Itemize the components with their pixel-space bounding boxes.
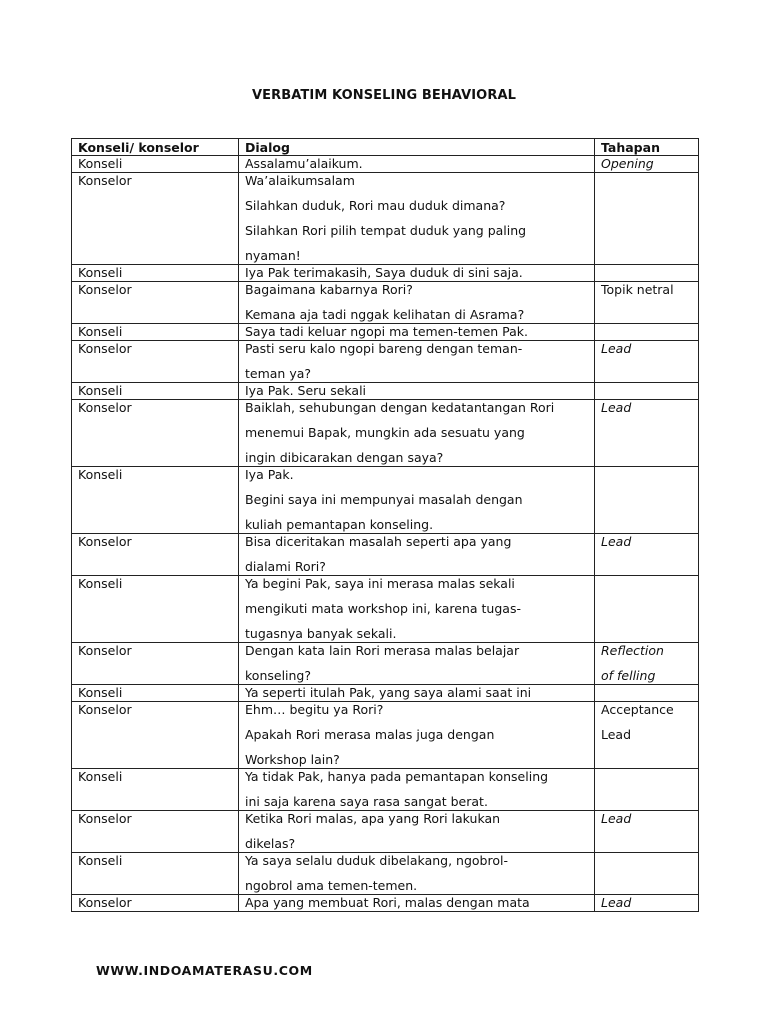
dialog-cell xyxy=(239,282,595,324)
table-row xyxy=(72,383,699,400)
speaker-cell: Konselor xyxy=(72,173,239,265)
speaker-cell: Konseli xyxy=(72,324,239,341)
table-row xyxy=(72,467,699,534)
table-row xyxy=(72,282,699,324)
document-title: VERBATIM KONSELING BEHAVIORAL xyxy=(252,88,516,103)
table-row xyxy=(72,702,699,769)
table-row xyxy=(72,853,699,895)
table-row xyxy=(72,534,699,576)
stage-label: Lead xyxy=(601,534,632,549)
speaker-cell: Konselor xyxy=(72,341,239,383)
speaker-cell: Konselor xyxy=(72,895,239,912)
dialog-line: ngobrol ama temen-temen. xyxy=(245,878,418,893)
dialog-line: ini saja karena saya rasa sangat berat. xyxy=(245,794,488,809)
stage-cell xyxy=(595,282,699,324)
stage-cell xyxy=(595,341,699,383)
speaker-cell: Konseli xyxy=(72,467,239,534)
dialog-line: Iya Pak terimakasih, Saya duduk di sini saja. xyxy=(245,265,523,280)
dialog-line: Iya Pak. Seru sekali xyxy=(245,383,367,398)
dialog-cell xyxy=(239,341,595,383)
stage-label: Lead xyxy=(601,811,632,826)
dialog-line: Ya saya selalu duduk dibelakang, ngobrol- xyxy=(245,853,508,868)
verbatim-table xyxy=(71,138,699,912)
speaker-cell: Konseli xyxy=(72,383,239,400)
dialog-line: menemui Bapak, mungkin ada sesuatu yang xyxy=(245,425,525,440)
stage-label: Lead xyxy=(601,341,632,356)
dialog-line: Baiklah, sehubungan dengan kedatantangan Rori xyxy=(245,400,555,415)
table-row xyxy=(72,173,699,265)
stage-cell xyxy=(595,400,699,467)
stage-label: Reflection xyxy=(601,643,664,658)
column-header-speaker: Konseli/ konselor xyxy=(72,139,239,156)
table-body xyxy=(72,156,699,912)
table-row xyxy=(72,324,699,341)
speaker-cell: Konseli xyxy=(72,265,239,282)
table-row xyxy=(72,895,699,912)
table-row xyxy=(72,576,699,643)
dialog-cell xyxy=(239,400,595,467)
dialog-line: Ketika Rori malas, apa yang Rori lakukan xyxy=(245,811,501,826)
stage-label: Opening xyxy=(601,156,654,171)
dialog-line: Iya Pak. xyxy=(245,467,294,482)
dialog-line: Bagaimana kabarnya Rori? xyxy=(245,282,413,297)
speaker-cell: Konselor xyxy=(72,400,239,467)
stage-cell xyxy=(595,173,699,265)
dialog-line: Ya seperti itulah Pak, yang saya alami saat ini xyxy=(245,685,532,700)
dialog-line: Workshop lain? xyxy=(245,752,340,767)
table-row xyxy=(72,265,699,282)
footer-website: WWW.INDOAMATERASU.COM xyxy=(96,963,313,978)
stage-cell xyxy=(595,811,699,853)
dialog-line: kuliah pemantapan konseling. xyxy=(245,517,434,532)
dialog-line: mengikuti mata workshop ini, karena tugas- xyxy=(245,601,521,616)
dialog-cell xyxy=(239,853,595,895)
table-row xyxy=(72,685,699,702)
dialog-cell xyxy=(239,383,595,400)
stage-cell xyxy=(595,265,699,282)
dialog-line: Pasti seru kalo ngopi bareng dengan teman- xyxy=(245,341,523,356)
dialog-cell xyxy=(239,534,595,576)
speaker-cell: Konseli xyxy=(72,853,239,895)
dialog-cell xyxy=(239,265,595,282)
dialog-line: Apakah Rori merasa malas juga dengan xyxy=(245,727,495,742)
dialog-line: Dengan kata lain Rori merasa malas belajar xyxy=(245,643,520,658)
stage-cell xyxy=(595,467,699,534)
speaker-cell: Konselor xyxy=(72,811,239,853)
dialog-line: Bisa diceritakan masalah seperti apa yang xyxy=(245,534,512,549)
table-row xyxy=(72,811,699,853)
stage-cell xyxy=(595,643,699,685)
dialog-line: Saya tadi keluar ngopi ma temen-temen Pak. xyxy=(245,324,529,339)
stage-label: of felling xyxy=(601,668,656,683)
speaker-cell: Konseli xyxy=(72,156,239,173)
stage-cell xyxy=(595,853,699,895)
table-row xyxy=(72,156,699,173)
dialog-cell xyxy=(239,643,595,685)
dialog-line: Ya begini Pak, saya ini merasa malas sekali xyxy=(245,576,515,591)
speaker-cell: Konselor xyxy=(72,643,239,685)
table-row xyxy=(72,769,699,811)
dialog-cell xyxy=(239,156,595,173)
table-row xyxy=(72,400,699,467)
dialog-line: Apa yang membuat Rori, malas dengan mata xyxy=(245,895,530,910)
dialog-line: teman ya? xyxy=(245,366,312,381)
dialog-line: Kemana aja tadi nggak kelihatan di Asrama? xyxy=(245,307,525,322)
column-header-dialog: Dialog xyxy=(239,139,595,156)
dialog-cell xyxy=(239,895,595,912)
dialog-line: Silahkan duduk, Rori mau duduk dimana? xyxy=(245,198,506,213)
stage-cell xyxy=(595,324,699,341)
speaker-cell: Konselor xyxy=(72,702,239,769)
table-header-row xyxy=(72,139,699,156)
table-row xyxy=(72,341,699,383)
stage-label: Lead xyxy=(601,895,632,910)
dialog-line: dikelas? xyxy=(245,836,296,851)
dialog-line: nyaman! xyxy=(245,248,301,263)
stage-cell xyxy=(595,156,699,173)
stage-cell xyxy=(595,895,699,912)
dialog-line: Wa’alaikumsalam xyxy=(245,173,355,188)
dialog-line: konseling? xyxy=(245,668,312,683)
dialog-line: tugasnya banyak sekali. xyxy=(245,626,397,641)
dialog-cell xyxy=(239,576,595,643)
dialog-cell xyxy=(239,702,595,769)
stage-cell xyxy=(595,769,699,811)
stage-cell xyxy=(595,534,699,576)
table-row xyxy=(72,643,699,685)
dialog-cell xyxy=(239,467,595,534)
speaker-cell: Konselor xyxy=(72,282,239,324)
stage-cell xyxy=(595,685,699,702)
speaker-cell: Konseli xyxy=(72,576,239,643)
dialog-line: Ehm… begitu ya Rori? xyxy=(245,702,384,717)
dialog-cell xyxy=(239,769,595,811)
dialog-line: dialami Rori? xyxy=(245,559,326,574)
dialog-cell xyxy=(239,173,595,265)
speaker-cell: Konselor xyxy=(72,534,239,576)
stage-cell xyxy=(595,383,699,400)
stage-label: Lead xyxy=(601,400,632,415)
dialog-cell xyxy=(239,685,595,702)
dialog-line: Assalamu’alaikum. xyxy=(245,156,363,171)
stage-cell xyxy=(595,576,699,643)
stage-label: Topik netral xyxy=(601,282,674,297)
dialog-line: Begini saya ini mempunyai masalah dengan xyxy=(245,492,523,507)
dialog-line: ingin dibicarakan dengan saya? xyxy=(245,450,444,465)
dialog-line: Ya tidak Pak, hanya pada pemantapan konseling xyxy=(245,769,549,784)
dialog-cell xyxy=(239,324,595,341)
stage-label: Lead xyxy=(601,727,632,742)
speaker-cell: Konseli xyxy=(72,769,239,811)
dialog-cell xyxy=(239,811,595,853)
speaker-cell: Konseli xyxy=(72,685,239,702)
stage-label: Acceptance xyxy=(601,702,674,717)
stage-cell xyxy=(595,702,699,769)
dialog-line: Silahkan Rori pilih tempat duduk yang paling xyxy=(245,223,527,238)
column-header-stage: Tahapan xyxy=(595,139,699,156)
